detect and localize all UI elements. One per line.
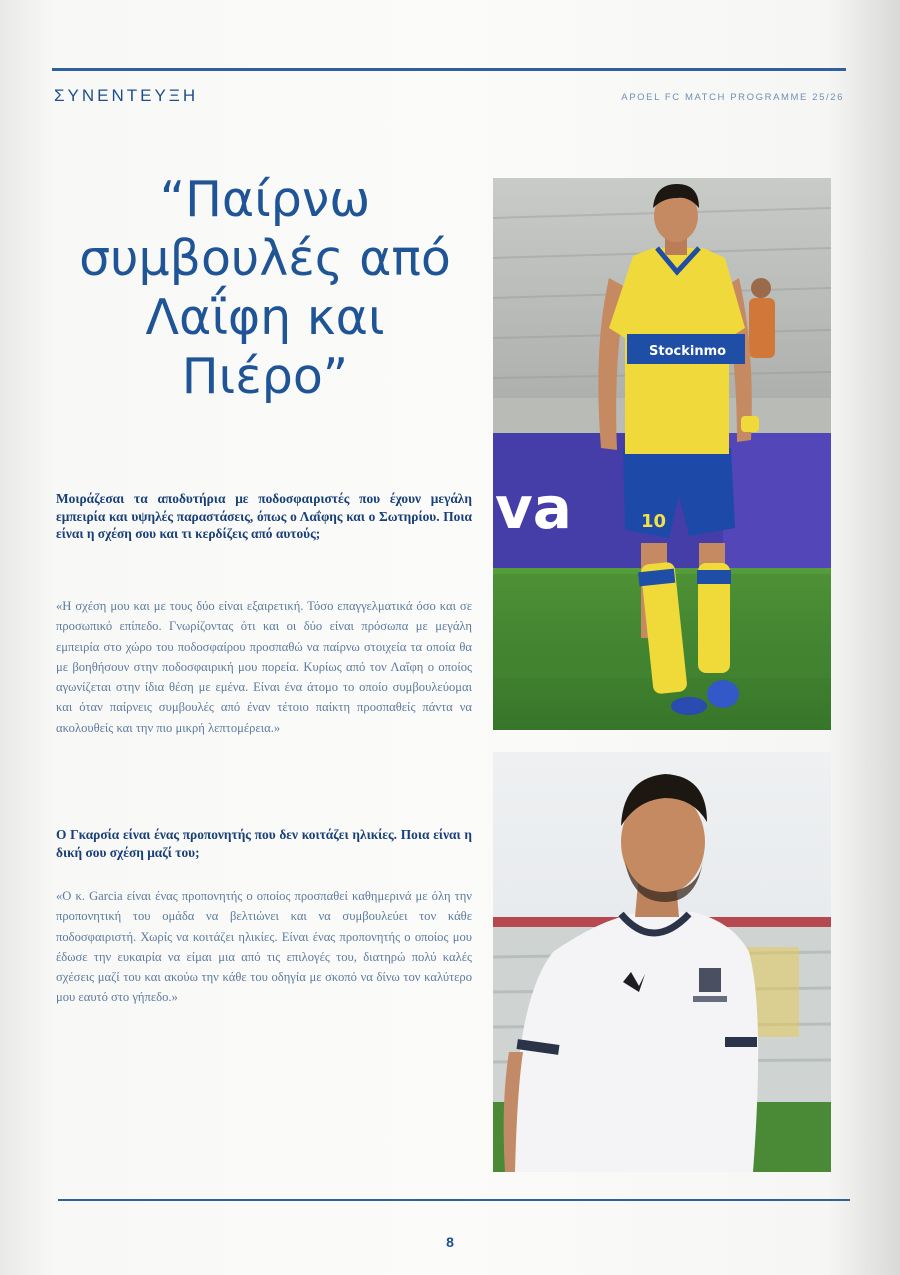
bottom-rule: [58, 1199, 850, 1201]
interview-question-1: Μοιράζεσαι τα αποδυτήρια με ποδοσφαιριστές που έχουν μεγάλη εμπειρία και υψηλές παραστάσεις, όπως ο Λαΐφης και ο Σωτηρίου. Ποια είναι η σχέση σου και τι κερδίζεις από αυτούς;: [56, 491, 472, 541]
interview-question-2: Ο Γκαρσία είναι ένας προπονητής που δεν κοιτάζει ηλικίες. Ποια είναι η δική σου σχέση μαζί του;: [56, 827, 472, 860]
page-number: 8: [446, 1234, 454, 1250]
programme-label: APOEL FC MATCH PROGRAMME 25/26: [621, 92, 844, 103]
player-photo-portrait: [493, 752, 831, 1172]
top-rule: [52, 68, 846, 71]
ad-board-text: va: [495, 474, 572, 542]
interview-answer-2: «Ο κ. Garcia είναι ένας προπονητής ο οποίος προσπαθεί καθημερινά με όλη την προπονητική του ομάδα να βελτιώνει και να συμβουλεύει τον κάθε ποδοσφαιριστή. Χωρίς να κοιτάζει ηλικίες. Είναι ένας προπονητής ο οποίος μου έδωσε την ευκαιρία να είμαι μια από τις επιλογές του, διατηρώ πολύ καλές σχέσεις μαζί του και ακούω την κάθε του οδηγία με σκοπό να δίνω τον καλύτερο μου εαυτό στο γήπεδο.»: [56, 889, 472, 1005]
interview-answer-1: «Η σχέση μου και με τους δύο είναι εξαιρετική. Τόσο επαγγελματικά όσο και σε προσωπικό επίπεδο. Γνωρίζοντας ότι και οι δύο είναι πρόσωπα με μεγάλη εμπειρία στο χώρο του ποδοσφαίρου προσπαθώ να παίρνω στοιχεία τα οποία θα με βοηθήσουν στην ποδοσφαιρική μου πορεία. Κυρίως από τον Λαΐφη ο οποίος αγωνίζεται στην ίδια θέση με εμένα. Είναι ένα άτομο το οποίο συμβουλεύομαι και όταν παίρνεις συμβουλές από έναν τέτοιο παίκτη προσπαθείς πάντα να ακολουθείς και την πιο μικρή λεπτομέρεια.»: [56, 599, 472, 735]
shorts-number: 10: [641, 511, 667, 532]
player-photo-match: [493, 178, 831, 730]
shirt-sponsor-text: Stockinmo: [649, 344, 727, 359]
section-label: ΣΥΝΕΝΤΕΥΞΗ: [54, 86, 199, 105]
headline: “Παίρνω συμβουλές από Λαΐφη και Πιέρο”: [79, 171, 451, 405]
